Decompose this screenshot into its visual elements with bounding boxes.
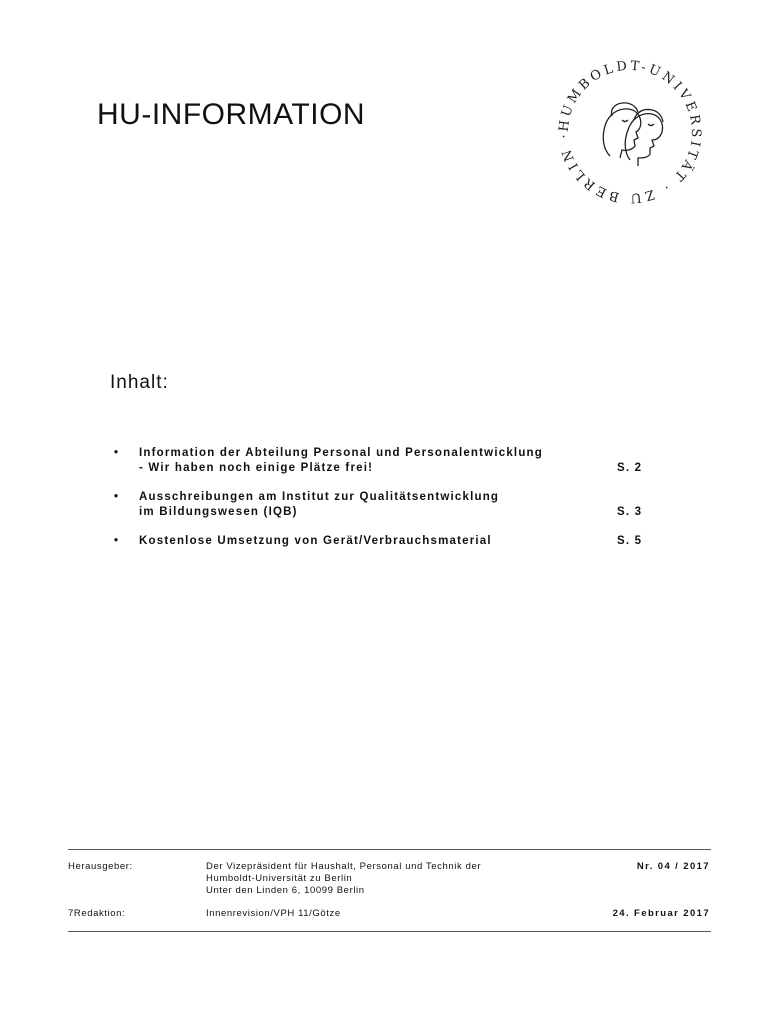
publisher-line: Unter den Linden 6, 10099 Berlin — [206, 885, 365, 896]
toc-page-number: S. 2 — [617, 462, 643, 474]
editor-info: Innenrevision/VPH 11/Götze — [206, 908, 341, 919]
publisher-label: Herausgeber: — [68, 861, 133, 872]
toc-page-number: S. 3 — [617, 506, 643, 518]
toc-item-line1: Kostenlose Umsetzung von Gerät/Verbrauchsmaterial — [139, 535, 492, 547]
toc-item-line2: im Bildungswesen (IQB) — [139, 506, 298, 518]
editor-label: 7Redaktion: — [68, 908, 126, 919]
table-of-contents — [114, 446, 654, 563]
university-seal-logo — [552, 54, 708, 210]
issue-number: Nr. 04 / 2017 — [636, 861, 710, 872]
footer-top-divider — [68, 849, 711, 850]
toc-item — [114, 534, 654, 549]
seal-text: HUMBOLDT-UNIVERSITÄT · ZU BERLIN · — [556, 58, 704, 206]
contents-heading: Inhalt: — [110, 372, 169, 393]
footer-bottom-divider — [68, 931, 711, 932]
svg-text:HUMBOLDT-UNIVERSITÄT · ZU BERL — [557, 59, 704, 206]
portrait-heads-icon — [603, 103, 663, 166]
bullet-icon: • — [114, 447, 120, 459]
issue-date: 24. Februar 2017 — [612, 908, 710, 919]
toc-item-line1: Information der Abteilung Personal und Personalentwicklung — [139, 447, 543, 459]
toc-item-line2: - Wir haben noch einige Plätze frei! — [139, 462, 374, 474]
document-title: HU-INFORMATION — [97, 98, 366, 131]
toc-item — [114, 446, 654, 476]
bullet-icon: • — [114, 491, 120, 503]
bullet-icon: • — [114, 535, 120, 547]
toc-item — [114, 490, 654, 520]
publisher-line: Humboldt-Universität zu Berlin — [206, 873, 353, 884]
publisher-info — [206, 861, 481, 897]
toc-item-line1: Ausschreibungen am Institut zur Qualitätsentwicklung — [139, 491, 500, 503]
toc-page-number: S. 5 — [617, 535, 643, 547]
publisher-line: Der Vizepräsident für Haushalt, Personal und Technik der — [206, 861, 482, 872]
